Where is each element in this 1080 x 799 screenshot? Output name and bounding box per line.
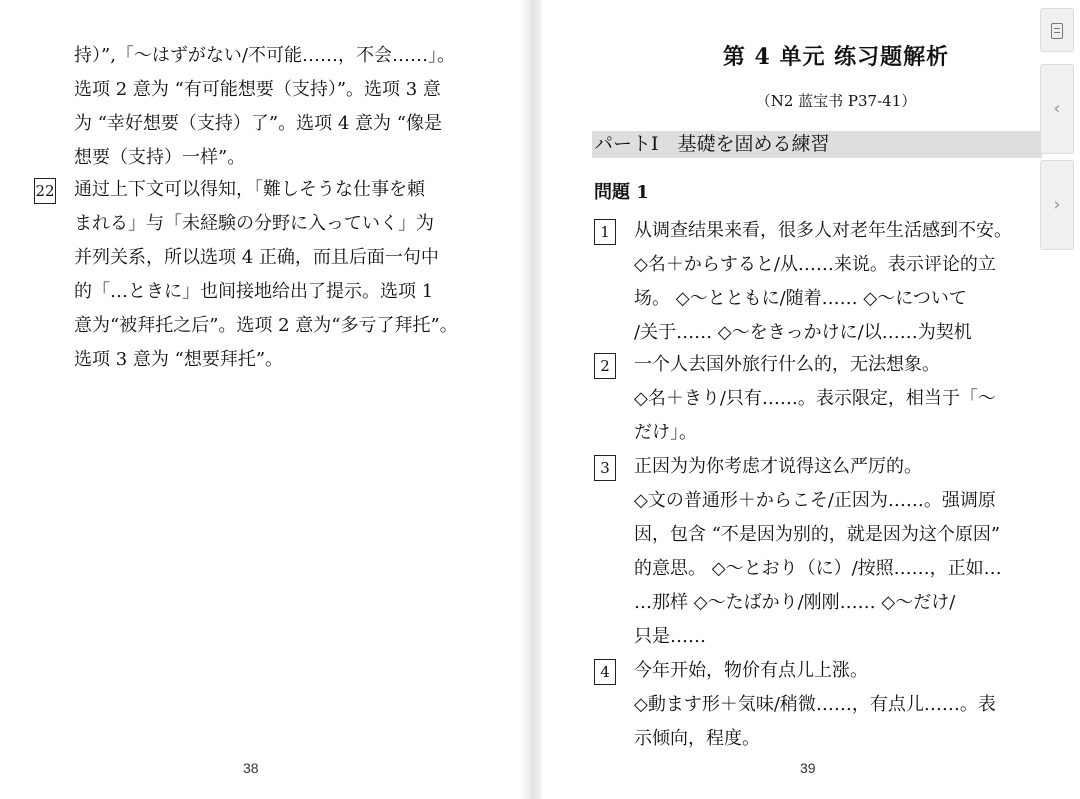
left-page: [0, 0, 530, 799]
unit-title: 第 4 单元 练习题解析: [722, 44, 950, 70]
text-line: ◇名＋きり/只有……。表示限定，相当于「～: [634, 388, 996, 409]
chevron-left-icon: ‹: [1053, 98, 1061, 119]
book-gutter: [520, 0, 542, 799]
answer-item: [634, 214, 1054, 350]
text-line: 意为“被拜托之后”。选项 2 意为“多亏了拜托”。: [74, 315, 458, 336]
paragraph-continued: [74, 39, 494, 175]
text-line: 一个人去国外旅行什么的，无法想象。: [634, 354, 940, 375]
text-line: …那样 ◇～たばかり/刚刚…… ◇～だけ/: [634, 592, 956, 613]
text-line: 想要（支持）一样”。: [74, 147, 246, 168]
item-number-box: 1: [594, 219, 616, 245]
text-line: 只是……: [634, 626, 706, 647]
text-line: 通过上下文可以得知，「難しそうな仕事を頼: [74, 179, 425, 200]
text-line: 今年开始，物价有点儿上涨。: [634, 660, 868, 681]
page-number: 39: [800, 760, 816, 776]
chevron-right-icon: ›: [1053, 194, 1061, 215]
section-heading: パートⅠ 基礎を固める練習: [592, 131, 1042, 158]
text-line: ◇名＋からすると/从……来说。表示评论的立: [634, 254, 996, 275]
item-number-box: 3: [594, 455, 616, 481]
question-22-explanation: [74, 173, 494, 377]
text-line: 因，包含 “不是因为别的，就是因为这个原因”: [634, 524, 1001, 545]
answer-item: [634, 348, 1054, 450]
text-line: まれる」与「未経験の分野に入っていく」为: [74, 213, 434, 234]
text-line: /关于…… ◇～をきっかけに/以……为契机: [634, 322, 972, 343]
text-line: ◇文の普通形＋からこそ/正因为……。强调原: [634, 490, 996, 511]
text-line: 为 “幸好想要（支持）了”。选项 4 意为 “像是: [74, 113, 442, 134]
item-number-box: 2: [594, 353, 616, 379]
text-line: 并列关系，所以选项 4 正确，而且后面一句中: [74, 247, 439, 268]
answer-item: [634, 450, 1054, 654]
answer-item: [634, 654, 1054, 756]
previous-page-button[interactable]: [1040, 64, 1074, 154]
text-line: ◇動ます形＋気味/稍微……，有点儿……。表: [634, 694, 996, 715]
question-number-box: 22: [34, 178, 56, 204]
text-line: 的意思。 ◇～とおり（に）/按照……，正如…: [634, 558, 1002, 579]
right-page: [542, 0, 1080, 799]
item-number-box: 4: [594, 659, 616, 685]
text-line: 的「…ときに」也间接地给出了提示。选项 1: [74, 281, 434, 302]
next-page-button[interactable]: [1040, 160, 1074, 250]
document-icon: [1051, 23, 1063, 39]
text-line: 从调查结果来看，很多人对老年生活感到不安。: [634, 220, 1012, 241]
text-line: だけ」。: [634, 422, 697, 443]
unit-subtitle: （N2 蓝宝书 P37-41）: [755, 92, 917, 110]
text-line: 选项 2 意为 “有可能想要（支持）”。选项 3 意: [74, 79, 441, 100]
page-number: 38: [243, 760, 259, 776]
text-line: 持）”,「～はずがない/不可能……，不会……」。: [74, 45, 455, 66]
text-line: 选项 3 意为 “想要拜托”。: [74, 349, 284, 370]
text-line: 场。 ◇～とともに/随着…… ◇～について: [634, 288, 967, 309]
document-outline-button[interactable]: [1040, 8, 1074, 52]
mondai-heading: 問題 1: [594, 182, 649, 203]
text-line: 示倾向，程度。: [634, 728, 760, 749]
text-line: 正因为为你考虑才说得这么严厉的。: [634, 456, 922, 477]
